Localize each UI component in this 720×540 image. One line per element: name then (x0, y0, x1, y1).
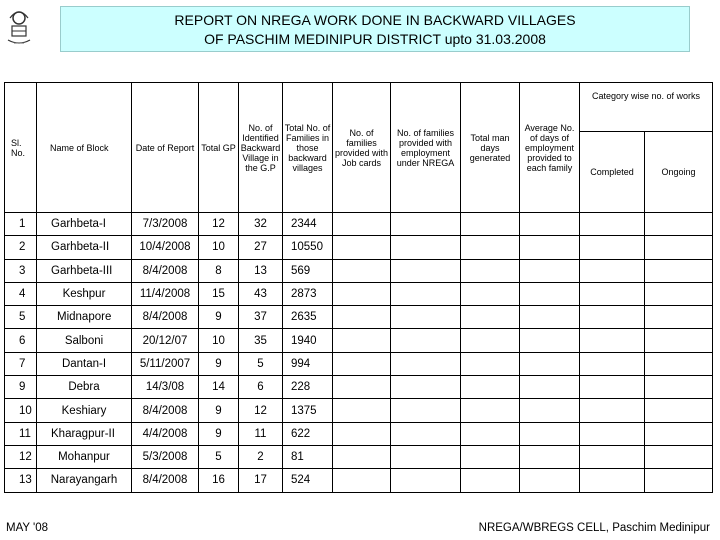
cell-empty (391, 352, 461, 375)
cell-empty (333, 422, 391, 445)
cell-empty (461, 445, 520, 468)
cell-empty (520, 236, 580, 259)
cell-villages: 17 (239, 469, 283, 492)
cell-block: Garhbeta-II (37, 236, 132, 259)
table-row (5, 399, 713, 422)
cell-villages: 32 (239, 213, 283, 236)
report-title-line2: OF PASCHIM MEDINIPUR DISTRICT upto 31.03.2008 (204, 31, 546, 47)
header-block: Name of Block (37, 83, 132, 213)
cell-date: 8/4/2008 (132, 259, 199, 282)
cell-empty (461, 422, 520, 445)
cell-empty (520, 306, 580, 329)
cell-families: 2873 (283, 282, 333, 305)
cell-empty (461, 329, 520, 352)
cell-gp: 9 (199, 306, 239, 329)
cell-families: 994 (283, 352, 333, 375)
cell-empty (580, 376, 645, 399)
cell-empty (645, 329, 713, 352)
cell-families: 10550 (283, 236, 333, 259)
cell-empty (520, 213, 580, 236)
cell-families: 2344 (283, 213, 333, 236)
cell-sl: 5 (5, 306, 37, 329)
header-man-days: Total man days generated (461, 83, 520, 213)
cell-block: Garhbeta-III (37, 259, 132, 282)
cell-block: Midnapore (37, 306, 132, 329)
header-completed: Completed (580, 132, 645, 213)
header-avg-days: Average No. of days of employment provided to each family (520, 83, 580, 213)
table-row (5, 282, 713, 305)
cell-empty (333, 352, 391, 375)
table-row (5, 259, 713, 282)
cell-empty (580, 352, 645, 375)
cell-villages: 11 (239, 422, 283, 445)
cell-empty (580, 259, 645, 282)
cell-empty (520, 469, 580, 492)
cell-empty (391, 259, 461, 282)
cell-gp: 9 (199, 399, 239, 422)
cell-empty (520, 399, 580, 422)
cell-gp: 10 (199, 236, 239, 259)
cell-date: 14/3/08 (132, 376, 199, 399)
header-date: Date of Report (132, 83, 199, 213)
table-row (5, 352, 713, 375)
cell-gp: 9 (199, 422, 239, 445)
table-row (5, 469, 713, 492)
cell-empty (333, 236, 391, 259)
cell-block: Salboni (37, 329, 132, 352)
cell-empty (333, 469, 391, 492)
cell-villages: 13 (239, 259, 283, 282)
cell-empty (391, 469, 461, 492)
cell-empty (580, 213, 645, 236)
cell-empty (645, 469, 713, 492)
cell-empty (391, 399, 461, 422)
cell-date: 5/11/2007 (132, 352, 199, 375)
cell-empty (580, 236, 645, 259)
footer-date: MAY '08 (6, 522, 49, 534)
cell-empty (391, 282, 461, 305)
report-title-line1: REPORT ON NREGA WORK DONE IN BACKWARD VILLAGES (174, 12, 576, 28)
cell-date: 7/3/2008 (132, 213, 199, 236)
cell-empty (520, 445, 580, 468)
cell-sl: 10 (5, 399, 37, 422)
header-total-families: Total No. of Families in those backward villages (283, 83, 333, 213)
header-backward-villages: No. of Identified Backward Village in the G.P (239, 83, 283, 213)
cell-villages: 12 (239, 399, 283, 422)
cell-empty (333, 329, 391, 352)
cell-gp: 10 (199, 329, 239, 352)
cell-block: Garhbeta-I (37, 213, 132, 236)
header-category-works: Category wise no. of works (580, 83, 713, 132)
report-title-banner (60, 6, 690, 52)
cell-gp: 9 (199, 352, 239, 375)
cell-empty (520, 376, 580, 399)
cell-gp: 5 (199, 445, 239, 468)
cell-empty (391, 329, 461, 352)
cell-empty (333, 213, 391, 236)
cell-sl: 13 (5, 469, 37, 492)
cell-sl: 4 (5, 282, 37, 305)
cell-empty (520, 329, 580, 352)
cell-empty (391, 213, 461, 236)
cell-empty (461, 352, 520, 375)
cell-block: Keshiary (37, 399, 132, 422)
cell-empty (333, 282, 391, 305)
cell-empty (461, 213, 520, 236)
cell-empty (645, 399, 713, 422)
table-row (5, 329, 713, 352)
table-row (5, 236, 713, 259)
cell-date: 10/4/2008 (132, 236, 199, 259)
cell-gp: 16 (199, 469, 239, 492)
cell-empty (461, 282, 520, 305)
cell-date: 5/3/2008 (132, 445, 199, 468)
table-row (5, 445, 713, 468)
cell-date: 20/12/07 (132, 329, 199, 352)
header-sl-no: Sl. No. (5, 83, 37, 213)
cell-empty (391, 236, 461, 259)
cell-empty (391, 376, 461, 399)
header-job-cards: No. of families provided with Job cards (333, 83, 391, 213)
emblem-logo (4, 4, 34, 48)
cell-empty (520, 352, 580, 375)
header-ongoing: Ongoing (645, 132, 713, 213)
cell-empty (461, 399, 520, 422)
cell-empty (461, 376, 520, 399)
table-row (5, 306, 713, 329)
cell-sl: 6 (5, 329, 37, 352)
cell-gp: 8 (199, 259, 239, 282)
cell-empty (461, 306, 520, 329)
cell-families: 2635 (283, 306, 333, 329)
cell-date: 8/4/2008 (132, 469, 199, 492)
cell-empty (333, 445, 391, 468)
cell-families: 622 (283, 422, 333, 445)
report-body (5, 213, 713, 493)
cell-empty (645, 282, 713, 305)
table-row (5, 213, 713, 236)
cell-block: Kharagpur-II (37, 422, 132, 445)
cell-empty (580, 399, 645, 422)
cell-empty (520, 282, 580, 305)
cell-sl: 2 (5, 236, 37, 259)
cell-empty (461, 259, 520, 282)
cell-block: Debra (37, 376, 132, 399)
cell-empty (461, 469, 520, 492)
cell-sl: 1 (5, 213, 37, 236)
cell-block: Keshpur (37, 282, 132, 305)
cell-gp: 14 (199, 376, 239, 399)
cell-families: 1940 (283, 329, 333, 352)
cell-date: 8/4/2008 (132, 306, 199, 329)
cell-empty (645, 352, 713, 375)
cell-empty (391, 422, 461, 445)
cell-sl: 12 (5, 445, 37, 468)
header-total-gp: Total GP (199, 83, 239, 213)
cell-villages: 35 (239, 329, 283, 352)
cell-villages: 27 (239, 236, 283, 259)
cell-sl: 3 (5, 259, 37, 282)
cell-empty (645, 236, 713, 259)
cell-empty (580, 469, 645, 492)
cell-families: 1375 (283, 399, 333, 422)
cell-empty (645, 422, 713, 445)
cell-block: Mohanpur (37, 445, 132, 468)
cell-empty (580, 329, 645, 352)
cell-empty (645, 213, 713, 236)
table-row (5, 376, 713, 399)
cell-gp: 12 (199, 213, 239, 236)
cell-empty (520, 259, 580, 282)
cell-empty (461, 236, 520, 259)
cell-empty (580, 306, 645, 329)
cell-block: Narayangarh (37, 469, 132, 492)
cell-sl: 11 (5, 422, 37, 445)
cell-villages: 2 (239, 445, 283, 468)
cell-empty (333, 259, 391, 282)
nrega-report-table (4, 82, 713, 493)
cell-families: 228 (283, 376, 333, 399)
cell-gp: 15 (199, 282, 239, 305)
cell-sl: 9 (5, 376, 37, 399)
cell-empty (645, 306, 713, 329)
cell-empty (580, 422, 645, 445)
cell-villages: 43 (239, 282, 283, 305)
cell-empty (580, 282, 645, 305)
cell-empty (645, 376, 713, 399)
header-employment: No. of families provided with employment under NREGA (391, 83, 461, 213)
cell-empty (520, 422, 580, 445)
cell-villages: 6 (239, 376, 283, 399)
cell-families: 569 (283, 259, 333, 282)
footer-credit: NREGA/WBREGS CELL, Paschim Medinipur (478, 522, 710, 534)
table-row (5, 422, 713, 445)
cell-families: 524 (283, 469, 333, 492)
cell-villages: 37 (239, 306, 283, 329)
cell-empty (391, 445, 461, 468)
cell-empty (333, 376, 391, 399)
cell-date: 11/4/2008 (132, 282, 199, 305)
cell-villages: 5 (239, 352, 283, 375)
cell-empty (333, 399, 391, 422)
cell-empty (391, 306, 461, 329)
cell-sl: 7 (5, 352, 37, 375)
cell-empty (645, 445, 713, 468)
cell-families: 81 (283, 445, 333, 468)
cell-date: 4/4/2008 (132, 422, 199, 445)
cell-empty (333, 306, 391, 329)
cell-date: 8/4/2008 (132, 399, 199, 422)
cell-empty (580, 445, 645, 468)
cell-empty (645, 259, 713, 282)
cell-block: Dantan-I (37, 352, 132, 375)
